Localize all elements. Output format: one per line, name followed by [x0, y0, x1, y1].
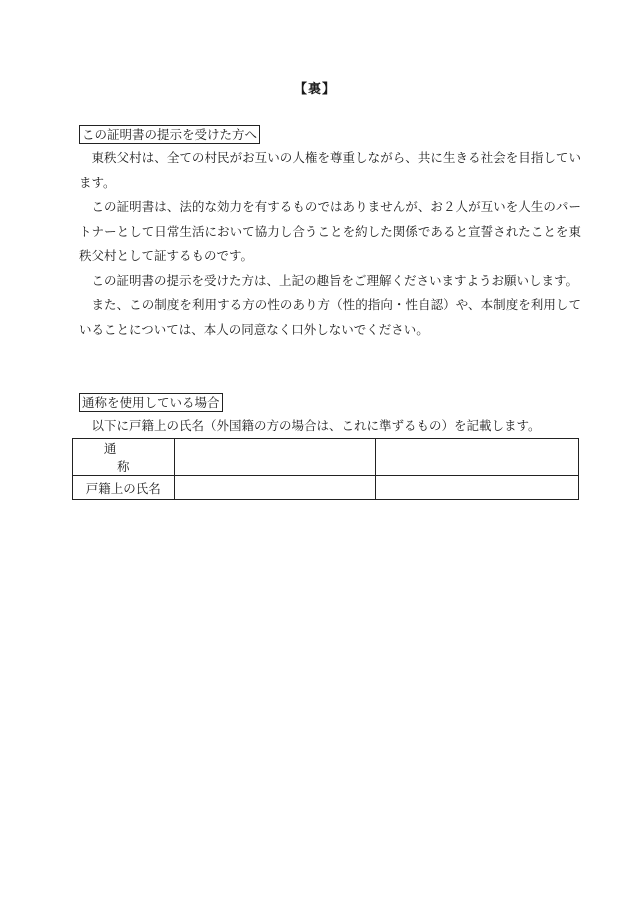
notice-paragraph-3: この証明書の提示を受けた方は、上記の趣旨をご理解くださいますようお願いします。 [91, 272, 579, 288]
alias-intro: 以下に戸籍上の氏名（外国籍の方の場合は、これに準ずるもの）を記載します。 [91, 418, 541, 433]
table-row-alias [73, 439, 579, 476]
page-title: 【裏】 [293, 82, 336, 97]
name-table [72, 438, 579, 500]
legal-name-label-cell: 戸籍上の氏名 [73, 476, 175, 500]
alias-label-cell [73, 439, 182, 476]
legal-name-value-cell-1 [174, 476, 375, 500]
alias-value-cell-2 [375, 439, 578, 476]
alias-label: 通 称 [103, 441, 182, 474]
notice-paragraph-4: また、この制度を利用する方の性のあり方（性的指向・性自認）や、本制度を利用していることについては、本人の同意なく口外しないでください。 [79, 297, 581, 337]
section-heading-notice: この証明書の提示を受けた方へ [79, 125, 260, 144]
notice-paragraph-2: この証明書は、法的な効力を有するものではありませんが、お２人が互いを人生のパートナーとして日常生活において協力し合うことを約した関係であると宣誓されたことを東秩父村として証するものです。 [79, 199, 581, 263]
notice-paragraph-1: 東秩父村は、全ての村民がお互いの人権を尊重しながら、共に生きる社会を目指しています。 [79, 150, 581, 190]
section-heading-alias: 通称を使用している場合 [79, 393, 223, 412]
legal-name-value-cell-2 [375, 476, 578, 500]
notice-body [79, 146, 581, 342]
alias-value-cell-1 [174, 439, 375, 476]
table-row-legal-name [73, 476, 579, 500]
